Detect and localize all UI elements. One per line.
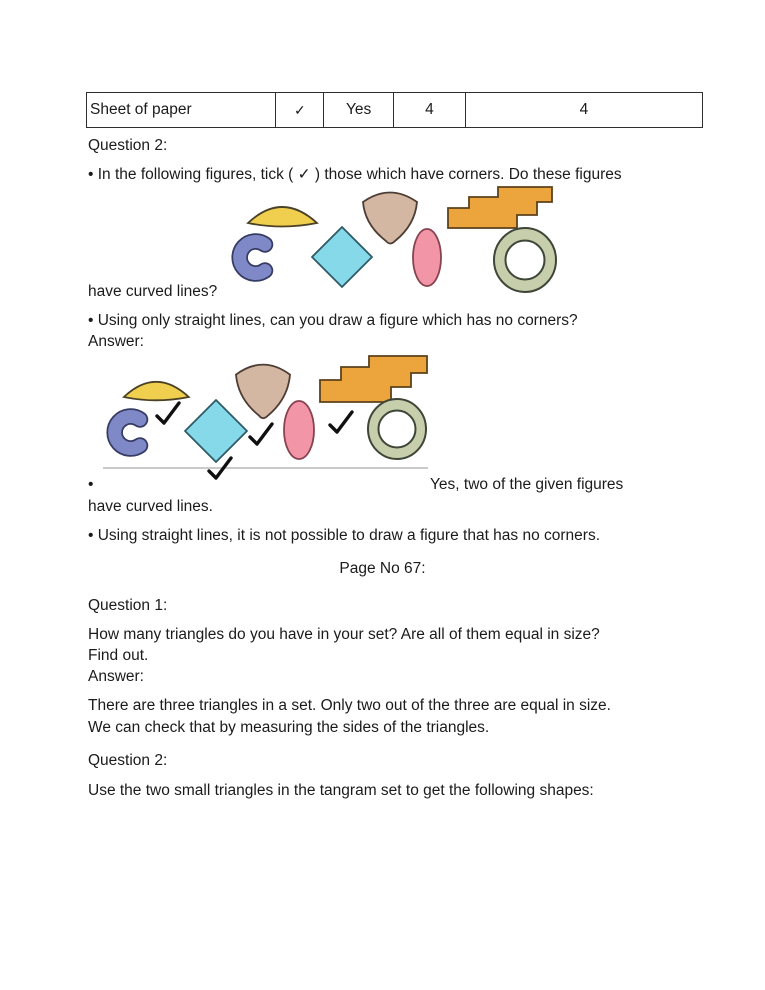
question1-text-line2: Find out. — [88, 647, 149, 664]
answer-label: Answer: — [88, 333, 144, 350]
question2b-text: Use the two small triangles in the tangram set to get the following shapes: — [88, 782, 594, 799]
half-circle-shape — [248, 207, 317, 227]
staircase-shape — [320, 356, 427, 402]
question2b-heading: Question 2: — [88, 752, 168, 769]
table-cell-yes: Yes — [323, 93, 393, 127]
table-cell-tick: ✓ — [275, 93, 323, 127]
question1-text-line1: How many triangles do you have in your set? Are all of them equal in size? — [88, 626, 600, 643]
checkmark-icon — [250, 424, 272, 444]
staircase-shape — [448, 187, 552, 228]
checkmark-icon — [157, 403, 179, 423]
cone-shape — [363, 193, 417, 244]
half-circle-shape — [124, 382, 189, 401]
answer-line2: have curved lines. — [88, 498, 213, 515]
bullet-straight-lines-answer: • Using straight lines, it is not possible to draw a figure that has no corners. — [88, 527, 601, 544]
question1-answer-line2: We can check that by measuring the sides of the triangles. — [88, 719, 490, 736]
answer-line1: Yes, two of the given figures — [430, 476, 624, 493]
bullet-tick-corners-line1: • In the following figures, tick ( ✓ ) those which have corners. Do these figures — [88, 166, 622, 183]
oval-shape — [284, 401, 314, 459]
c-curve-shape — [240, 242, 265, 274]
figure-shapes-question — [230, 185, 570, 295]
cone-shape — [236, 365, 290, 419]
answer-table — [86, 92, 703, 128]
ring-shape — [368, 399, 426, 459]
bullet-tick-corners-line2: have curved lines? — [88, 283, 218, 300]
checkmark-icon — [330, 412, 352, 432]
page-heading: Page No 67: — [339, 560, 426, 577]
table-cell-count1: 4 — [393, 93, 465, 127]
question1-heading: Question 1: — [88, 597, 168, 614]
ring-shape — [494, 228, 556, 292]
table-cell-count2: 4 — [465, 93, 702, 127]
figure-shapes-answer — [100, 355, 460, 480]
table-cell-item: Sheet of paper — [90, 101, 192, 118]
oval-shape — [413, 229, 441, 286]
diamond-shape — [185, 400, 247, 462]
question1-answer-label: Answer: — [88, 668, 144, 685]
diamond-shape — [312, 227, 372, 287]
question1-answer-line1: There are three triangles in a set. Only two out of the three are equal in size. — [88, 697, 611, 714]
question2-heading: Question 2: — [88, 137, 168, 154]
bullet-straight-lines-question: • Using only straight lines, can you draw a figure which has no corners? — [88, 312, 578, 329]
answer-bullet: • — [88, 476, 94, 493]
c-curve-shape — [115, 417, 140, 449]
